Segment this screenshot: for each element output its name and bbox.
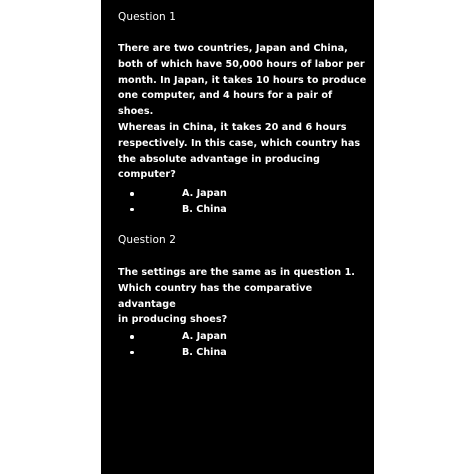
question-1-line: Whereas in China, it takes 20 and 6 hours [118, 121, 347, 133]
bullet-icon [130, 335, 134, 339]
question-1-line: one computer, and 4 hours for a pair of shoes. [118, 90, 333, 118]
question-1-text [118, 41, 368, 183]
question-1-line: the absolute advantage in producing [118, 153, 320, 165]
option-label: B. China [182, 203, 227, 215]
question-2-text [118, 265, 368, 328]
question-1-line: respectively. In this case, which country has [118, 137, 361, 149]
question-1-option-b[interactable] [118, 202, 368, 218]
question-1-line: month. In Japan, it takes 10 hours to produce [118, 74, 367, 86]
option-label: B. China [182, 346, 227, 358]
question-1-option-a[interactable] [118, 186, 368, 202]
option-label: A. Japan [182, 188, 227, 199]
question-2-option-a[interactable] [118, 329, 368, 345]
question-2-line: Which country has the comparative advantage [118, 282, 313, 310]
question-1-line: There are two countries, Japan and China, [118, 43, 348, 54]
bullet-icon [130, 192, 134, 196]
option-label: A. Japan [182, 331, 227, 342]
question-2-title: Question 2 [118, 234, 176, 246]
question-2-options [118, 329, 368, 360]
bullet-icon [130, 208, 134, 212]
question-1-line: computer? [118, 169, 176, 181]
question-1-title: Question 1 [118, 11, 176, 23]
question-2-line: The settings are the same as in question 1. [118, 267, 355, 278]
question-2-line: in producing shoes? [118, 314, 228, 326]
phone-screen [101, 0, 374, 474]
question-1-options [118, 186, 368, 217]
bullet-icon [130, 351, 134, 355]
question-2-option-b[interactable] [118, 345, 368, 361]
question-1-line: both of which have 50,000 hours of labor per [118, 58, 365, 70]
